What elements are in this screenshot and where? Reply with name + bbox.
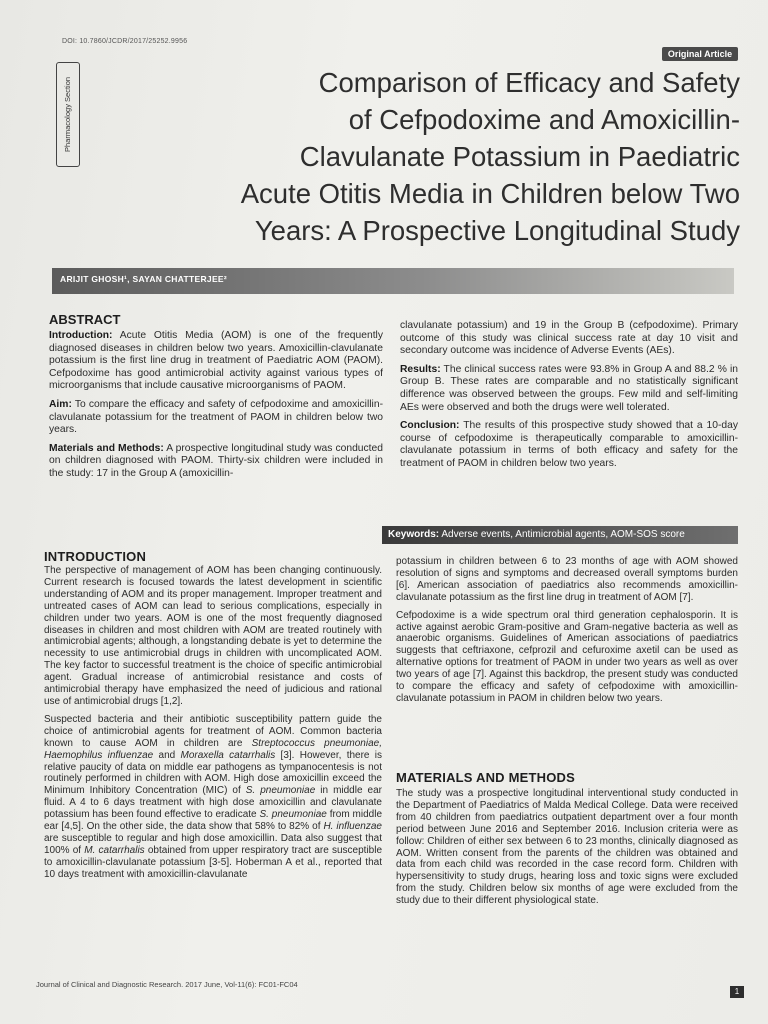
abstract-methods: Materials and Methods: A prospective longitudinal study was conducted on children diagnosed with PAOM. Thirty-six children were included in the study: 17 in the Group A (amoxicillin-	[49, 442, 383, 479]
title-line: Comparison of Efficacy and Safety	[318, 67, 740, 98]
introduction-column	[44, 565, 382, 887]
abstract-left-column	[49, 330, 383, 487]
article-type-badge: Original Article	[662, 47, 738, 61]
introduction-paragraph: Suspected bacteria and their antibiotic susceptibility pattern guide the choice of antimicrobial agents for treatment of AOM. Common bacteria known to cause AOM in children are Streptococcus pneumoniae, Haemophilus influenzae and Moraxella catarrhalis [3]. However, there is relative paucity of data on middle ear pathogens as tympanocentesis is not routinely performed in children with AOM. High dose amoxicillin exceed the Minimum Inhibitory Concentration (MIC) of S. pneumoniae in middle ear fluid. A 4 to 6 days treatment with high dose amoxicillin and clavulanate potassium has been found effective to eradicate S. pneumoniae from middle ear [4,5]. On the other side, the data show that 58% to 82% of H. influenzae are susceptible to regular and high dose amoxicillin. Data also suggest that 100% of M. catarrhalis obtained from upper respiratory tract are susceptible to amoxicillin-clavulanate potassium [3-5]. Hoberman A et al., reported that 10 days treatment with amoxicillin-clavulanate	[44, 713, 383, 880]
author-names: ARIJIT GHOSH¹, SAYAN CHATTERJEE²	[60, 274, 228, 284]
introduction-paragraph: Cefpodoxime is a wide spectrum oral third generation cephalosporin. It is active against aerobic Gram-positive and Gram-negative bacteria as well as anaerobic organisms. Guidelines of American associations of paediatrics suggests that ceftriaxone, cefprozil and cefuroxime axetil can be used as alternative options for treatment of PAOM in under two years as well as over two years of age [7]. Against this backdrop, the present study was conducted to compare the efficacy and safety of cefpodoxime with amoxicillin-clavulanate potassium in PAOM in children below two years.	[396, 609, 738, 704]
doi-text: DOI: 10.7860/JCDR/2017/25252.9956	[62, 38, 188, 45]
keywords: Keywords: Adverse events, Antimicrobial agents, AOM-SOS score	[388, 529, 685, 540]
page-number: 1	[730, 986, 744, 998]
abstract-conclusion: Conclusion: The results of this prospective study showed that a 10-day course of cefpodoxime is therapeutically comparable to amoxicillin-clavulanate potassium in terms of both efficacy and safety for the treatment of PAOM in children below two years.	[400, 420, 738, 469]
introduction-heading: INTRODUCTION	[44, 549, 147, 564]
abstract-methods-continued: clavulanate potassium) and 19 in the Group B (cefpodoxime). Primary outcome of this study was clinical success rate at day 10 visit and secondary outcome was incidence of Adverse Events (AEs).	[400, 320, 738, 357]
section-label: Pharmacology Section	[63, 76, 72, 153]
abstract-introduction: Introduction: Acute Otitis Media (AOM) is one of the frequently diagnosed diseases in children below two years. Amoxicillin-clavulanate potassium is the first line drug in treatment of Paediatric AOM (PAOM). Cefpodoxime has good antimicrobial activity against various types of microorganisms that include causative microorganisms of PAOM.	[49, 330, 383, 392]
introduction-paragraph: potassium in children between 6 to 23 months of age with AOM showed resolution of signs and symptoms and decreased overall symptoms burden [6]. American association of paediatrics also recommends amoxicillin-clavulanate potassium as the first line drug in treatment of AOM [7].	[396, 556, 738, 603]
abstract-aim: Aim: To compare the efficacy and safety of cefpodoxime and amoxicillin-clavulanate potassium for the treatment of PAOM in children below two years.	[49, 398, 383, 436]
abstract-right-column	[400, 320, 738, 477]
abstract-results: Results: The clinical success rates were 93.8% in Group A and 88.2 % in Group B. These rates are comparable and no statistically significant difference was observed between the groups. Few mild and self-limiting AEs were observed and both the drugs were well tolerated.	[400, 363, 738, 413]
title-line: Acute Otitis Media in Children below Two	[240, 178, 740, 209]
abstract-heading: ABSTRACT	[49, 312, 121, 327]
title-line: Clavulanate Potassium in Paediatric	[299, 141, 740, 172]
title-line: of Cefpodoxime and Amoxicillin-	[348, 104, 740, 135]
methods-heading: MATERIALS AND METHODS	[396, 770, 575, 785]
introduction-continued-column	[396, 556, 738, 711]
methods-paragraph: The study was a prospective longitudinal interventional study conducted in the Department of Paediatrics of Malda Medical College. Data were received from 40 children from paediatrics outpatient department over a four month period between June 2016 and September 2016. Inclusion criteria were as follow: Children of either sex between 6 to 23 months, clinically diagnosed as AOM. Written consent from the parents of the children was obtained and data from each child was recorded in the case record form. Children with hypersensitivity to study drugs, hearing loss and toxic signs were excluded from the study. Children below six months of age were excluded from the study due to their different physiological state.	[396, 788, 738, 907]
article-title	[140, 64, 740, 249]
introduction-paragraph: The perspective of management of AOM has been changing continuously. Current research is focused towards the latest development in scientific understanding of AOM and its proper management. Improper treatment and untreated cases of AOM can lead to serious complications, especially in children under two years. AOM is one of the most frequently diagnosed diseases in children and most children with AOM are treated routinely with antimicrobial agents; although, a longstanding debate is yet to determine the necessity to use antimicrobial drugs in children with uncomplicated AOM. The key factor to successful treatment is the choice of specific antimicrobial agent. Gradual increase of antimicrobial resistance and costs of antimicrobial therapy have emphasized the need of judicious and rational use of antimicrobial drugs [1,2].	[44, 565, 382, 707]
title-line: Years: A Prospective Longitudinal Study	[254, 215, 740, 246]
section-label-box	[56, 62, 80, 167]
methods-column	[396, 788, 738, 913]
journal-footer: Journal of Clinical and Diagnostic Research. 2017 June, Vol-11(6): FC01-FC04	[36, 980, 298, 989]
